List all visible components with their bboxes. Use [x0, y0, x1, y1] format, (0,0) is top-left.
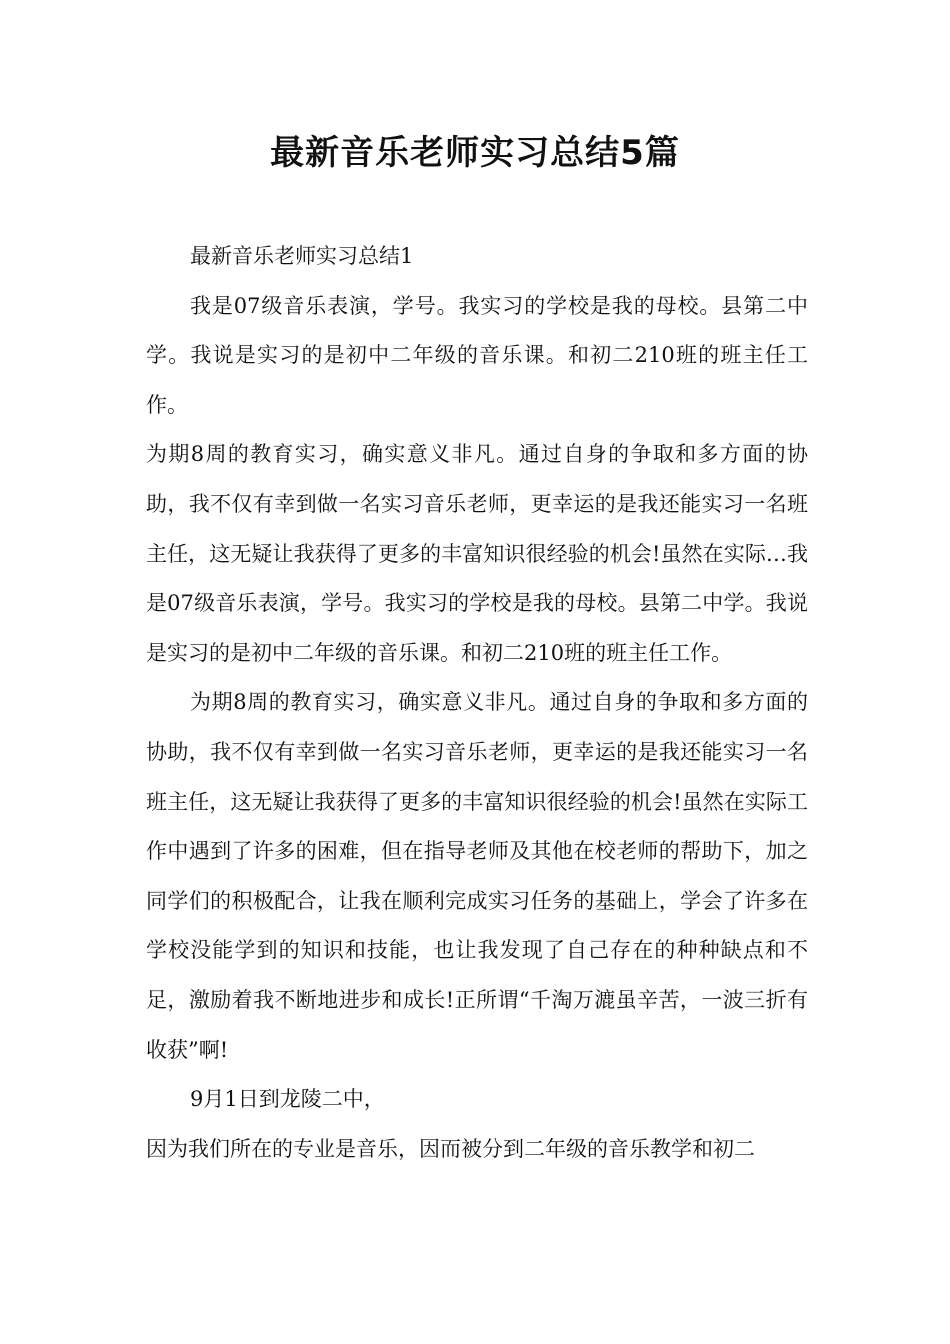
paragraph: 为期8周的教育实习，确实意义非凡。通过自身的争取和多方面的协助，我不仅有幸到做一名实习音乐老师，更幸运的是我还能实习一名班主任，这无疑让我获得了更多的丰富知识很经验的机会!虽然在实际工作中遇到了许多的困难，但在指导老师及其他在校老师的帮助下，加之同学们的积极配合，让我在顺利完成实习任务的基础上，学会了许多在学校没能学到的知识和技能，也让我发现了自己存在的种种缺点和不足，激励着我不断地进步和成长!正所谓“千淘万漉虽辛苦，一波三折有收获”啊! [146, 690, 808, 1062]
section-heading: 最新音乐老师实习总结1 [190, 244, 414, 268]
paragraph: 9月1日到龙陵二中， [190, 1087, 385, 1112]
paragraph: 我是07级音乐表演，学号。我实习的学校是我的母校。县第二中学。我说是实习的是初中二年级的音乐课。和初二210班的班主任工作。 [146, 293, 808, 417]
document-title: 最新音乐老师实习总结5篇 [270, 133, 680, 173]
paragraph: 因为我们所在的专业是音乐，因而被分到二年级的音乐教学和初二 [146, 1136, 755, 1161]
paragraph: 为期8周的教育实习，确实意义非凡。通过自身的争取和多方面的协助，我不仅有幸到做一名实习音乐老师，更幸运的是我还能实习一名班主任，这无疑让我获得了更多的丰富知识很经验的机会!虽然在实际…我是07级音乐表演，学号。我实习的学校是我的母校。县第二中学。我说是实习的是初中二年级的音乐课。和初二210班的班主任工作。 [146, 442, 808, 665]
document-body [146, 232, 808, 1174]
